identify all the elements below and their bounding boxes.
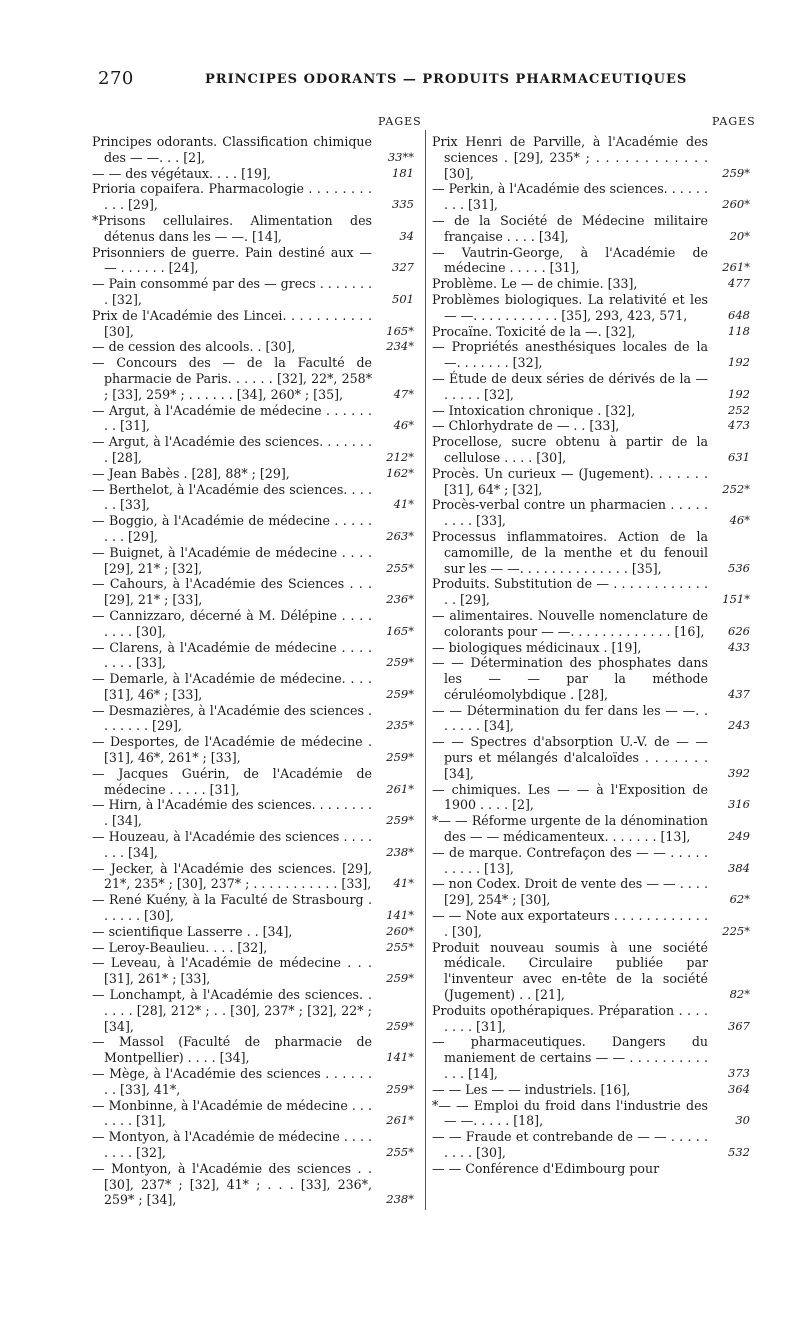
index-entry <box>432 292 750 324</box>
index-entry <box>432 1082 750 1098</box>
index-entry-text: — Boggio, à l'Académie de médecine . . . . . . . . [29], <box>92 513 377 544</box>
index-entry-page: 263* <box>386 528 414 543</box>
index-entry <box>432 1003 750 1035</box>
index-entry <box>92 766 414 798</box>
index-entry-page: 151* <box>722 592 750 607</box>
index-entry-text: Problèmes biologiques. La relativité et les — —. . . . . . . . . . . [35], 293, 423, 571, <box>432 291 713 323</box>
index-entry <box>432 1129 750 1161</box>
index-entry-text: — Argut, à l'Académie des sciences. . . . . . . . [28], <box>92 434 377 465</box>
index-entry-text: — Massol (Faculté de pharmacie de Montpellier) . . . . [34], <box>92 1034 377 1066</box>
index-entry-text: — de la Société de Médecine militaire française . . . . [34], <box>432 212 713 244</box>
index-entry-page: 252 <box>728 402 750 417</box>
index-entry <box>432 134 750 181</box>
index-entry-page: 46* <box>393 418 414 433</box>
index-entry-page: 252* <box>722 481 750 496</box>
index-entry-text: Prix de l'Académie des Lincei. . . . . . . . . . . [30], <box>92 307 377 339</box>
index-entry-page: 234* <box>386 339 414 354</box>
index-entry <box>92 955 414 987</box>
index-entry-page: 260* <box>386 923 414 938</box>
index-entry-page: 62* <box>729 892 750 907</box>
index-entry-page: 648 <box>728 307 750 322</box>
index-entry-text: — non Codex. Droit de vente des — — . . . . [29], 254* ; [30], <box>432 876 713 908</box>
index-entry <box>92 892 414 924</box>
index-entry <box>92 245 414 277</box>
index-entry-text: — — Spectres d'absorption U.-V. de — — purs et mélangés d'alcaloïdes . . . . . . . [34], <box>432 734 713 781</box>
index-entry <box>92 276 414 308</box>
index-entry <box>92 545 414 577</box>
index-entry <box>432 276 750 292</box>
index-entry-page: 255* <box>386 1145 414 1159</box>
index-entry-page: 225* <box>722 923 750 938</box>
index-entry <box>92 671 414 703</box>
index-entry <box>92 134 414 166</box>
index-entry-text: — biologiques médicinaux . [19], <box>432 639 642 655</box>
index-entry-page: 255* <box>386 939 414 954</box>
index-entry-text: — — des végétaux. . . . [19], <box>92 165 271 181</box>
left-index-column <box>92 134 414 1208</box>
index-entry <box>432 403 750 419</box>
index-entry <box>432 181 750 213</box>
index-entry-text: Procaïne. Toxicité de la —. [32], <box>432 323 636 339</box>
index-entry-page: 33** <box>387 149 414 164</box>
index-entry-text: — Étude de deux séries de dérivés de la — . . . . . [32], <box>432 370 713 402</box>
index-entry-page: 260* <box>722 197 750 212</box>
index-entry-text: — Jean Babès . [28], 88* ; [29], <box>92 465 290 481</box>
index-entry-page: 536 <box>728 560 750 575</box>
index-entry-page: 141* <box>386 908 414 923</box>
index-entry <box>92 924 414 940</box>
index-entry-page: 20* <box>729 228 750 243</box>
index-entry-page: 46* <box>729 513 750 528</box>
pages-column-heading-right: PAGES <box>712 115 756 128</box>
index-entry <box>432 213 750 245</box>
index-entry <box>432 640 750 656</box>
index-entry <box>432 324 750 340</box>
index-entry <box>432 245 750 277</box>
index-entry <box>92 703 414 735</box>
index-entry-text: — Chlorhydrate de — . . [33], <box>432 418 620 434</box>
index-entry-text: — alimentaires. Nouvelle nomenclature de colorants pour — —. . . . . . . . . . . . . [16], <box>432 607 713 639</box>
index-entry <box>92 1161 414 1208</box>
index-entry-text: — Hirn, à l'Académie des sciences. . . . . . . . . [34], <box>92 797 377 829</box>
index-entry-text: — Leveau, à l'Académie de médecine . . . [31], 261* ; [33], <box>92 955 377 987</box>
index-entry-text: — Jecker, à l'Académie des sciences. [29], 21*, 235* ; [30], 237* ; . . . . . . . . . . . [33], <box>92 860 377 892</box>
index-entry-page: 335 <box>392 197 414 212</box>
index-entry-text: *— — Réforme urgente de la dénomination des — — médicamenteux. . . . . . . [13], <box>432 813 713 845</box>
index-entry-page: 373 <box>728 1066 750 1081</box>
index-entry-text: — Montyon, à l'Académie de médecine . . . . . . . . [32], <box>92 1129 377 1160</box>
index-entry <box>432 1098 750 1130</box>
index-entry-page: 384 <box>728 860 750 875</box>
index-entry-page: 238* <box>386 844 414 859</box>
index-entry-text: — Monbinne, à l'Académie de médecine . . . . . . . [31], <box>92 1097 377 1129</box>
index-entry <box>432 529 750 576</box>
index-entry <box>92 403 414 435</box>
index-entry <box>432 876 750 908</box>
index-entry-page: 34 <box>399 228 414 243</box>
index-entry <box>432 940 750 1003</box>
index-entry-page: 192 <box>728 355 750 370</box>
index-entry-page: 41* <box>393 876 414 891</box>
index-entry <box>92 166 414 182</box>
index-entry <box>92 213 414 245</box>
index-entry <box>432 734 750 781</box>
column-divider <box>425 130 426 1210</box>
index-entry-text: — Cahours, à l'Académie des Sciences . . . [29], 21* ; [33], <box>92 576 377 608</box>
index-entry-page: 259* <box>386 1018 414 1033</box>
index-entry-page: 162* <box>386 465 414 480</box>
index-entry-text: — — Conférence d'Edimbourg pour <box>432 1160 660 1176</box>
index-entry-text: — pharmaceutiques. Dangers du maniement de certains — — . . . . . . . . . . . . . [14], <box>432 1034 713 1082</box>
index-entry-text: — — Les — — industriels. [16], <box>432 1081 631 1097</box>
index-entry <box>92 640 414 672</box>
index-entry <box>92 797 414 829</box>
index-entry-text: Produits opothérapiques. Préparation . . . . . . . . [31], <box>432 1002 713 1034</box>
index-entry <box>92 861 414 893</box>
index-entry-text: — Perkin, à l'Académie des sciences. . . . . . . . . [31], <box>432 181 713 213</box>
pages-column-heading-left: PAGES <box>378 115 422 128</box>
index-entry-page: 181 <box>392 165 414 180</box>
index-entry-page: 392 <box>728 765 750 780</box>
index-entry-page: 259* <box>386 971 414 986</box>
index-entry <box>432 703 750 735</box>
running-title: PRINCIPES ODORANTS — PRODUITS PHARMACEUTIQUES <box>205 72 688 87</box>
index-entry-text: — Houzeau, à l'Académie des sciences . . . . . . . [34], <box>92 829 377 860</box>
index-entry-text: — chimiques. Les — — à l'Exposition de 1900 . . . . [2], <box>432 781 713 813</box>
index-entry-text: — — Fraude et contrebande de — — . . . . . . . . . [30], <box>432 1129 713 1160</box>
index-entry-text: — scientifique Lasserre . . [34], <box>92 923 293 939</box>
index-entry <box>92 1066 414 1098</box>
index-entry <box>432 608 750 640</box>
index-entry <box>432 497 750 529</box>
index-entry <box>92 829 414 861</box>
index-entry-page: 259* <box>722 165 750 180</box>
index-entry-page: 259* <box>386 750 414 765</box>
index-entry-page: 259* <box>386 813 414 828</box>
index-entry <box>432 1161 750 1177</box>
index-entry-text: — Intoxication chronique . [32], <box>432 402 636 418</box>
index-entry <box>92 940 414 956</box>
index-entry-text: *Prisons cellulaires. Alimentation des détenus dans les — —. [14], <box>92 212 377 244</box>
index-entry-page: 165* <box>386 323 414 338</box>
index-entry-page: 626 <box>728 623 750 638</box>
index-entry-text: — Cannizzaro, décerné à M. Délépine . . . . . . . . [30], <box>92 607 377 639</box>
index-entry-page: 255* <box>386 560 414 575</box>
index-entry-page: 437 <box>728 686 750 701</box>
index-entry-text: — Concours des — de la Faculté de pharmacie de Paris. . . . . . [32], 22*, 258* ; [33], 259* ; . . . . . . [34], 260* ; [35], <box>92 355 377 402</box>
index-entry-page: 192 <box>728 386 750 401</box>
index-entry <box>92 308 414 340</box>
index-entry-text: — Demarle, à l'Académie de médecine. . . . [31], 46* ; [33], <box>92 671 377 702</box>
index-entry <box>432 908 750 940</box>
index-entry-text: Problème. Le — de chimie. [33], <box>432 276 638 292</box>
index-entry-text: — Pain consommé par des — grecs . . . . . . . . [32], <box>92 276 377 307</box>
index-entry <box>92 1034 414 1066</box>
index-entry-page: 259* <box>386 1081 414 1096</box>
index-entry-page: 261* <box>722 260 750 275</box>
index-entry <box>432 466 750 498</box>
index-entry <box>432 813 750 845</box>
index-entry-page: 118 <box>728 323 750 338</box>
index-entry-page: 631 <box>728 449 750 464</box>
index-entry <box>92 513 414 545</box>
index-entry-page: 327 <box>392 260 414 275</box>
index-entry-page: 30 <box>735 1113 750 1128</box>
index-entry-text: — — Détermination des phosphates dans les — — par la méthode céruléomolybdique . [28], <box>432 655 713 702</box>
index-entry-text: — Argut, à l'Académie de médecine . . . . . . . . [31], <box>92 402 377 434</box>
index-entry-text: — Desmazières, à l'Académie des sciences . . . . . . . [29], <box>92 702 377 734</box>
index-entry-text: Procellose, sucre obtenu à partir de la cellulose . . . . [30], <box>432 434 713 465</box>
index-entry <box>432 845 750 877</box>
index-entry <box>432 1034 750 1081</box>
index-entry <box>92 434 414 466</box>
index-entry-text: Procès-verbal contre un pharmacien . . . . . . . . . [33], <box>432 497 713 529</box>
index-entry <box>92 1129 414 1161</box>
index-entry-text: — Buignet, à l'Académie de médecine . . . . [29], 21* ; [32], <box>92 544 377 576</box>
index-entry <box>432 434 750 466</box>
index-entry-text: Produit nouveau soumis à une société médicale. Circulaire publiée par l'inventeur avec en-tête de la société (Jugement) . . [21], <box>432 939 713 1003</box>
index-entry-page: 82* <box>729 987 750 1002</box>
page-number: 270 <box>98 68 134 89</box>
index-entry-text: Processus inflammatoires. Action de la camomille, de la menthe et du fenouil sur les — —. . . . . . . . . . . . . . [35], <box>432 528 713 576</box>
index-entry-page: 261* <box>386 1113 414 1128</box>
index-entry <box>92 466 414 482</box>
index-entry-page: 259* <box>386 686 414 701</box>
index-entry-text: — Montyon, à l'Académie des sciences . . [30], 237* ; [32], 41* ; . . . [33], 236*, 259* ; [34], <box>92 1160 377 1208</box>
index-entry-text: — Jacques Guérin, de l'Académie de médecine . . . . . [31], <box>92 765 377 797</box>
index-entry-page: 236* <box>386 592 414 607</box>
index-entry-page: 243 <box>728 718 750 733</box>
index-entry <box>92 734 414 766</box>
index-entry-text: Prisonniers de guerre. Pain destiné aux — — . . . . . . [24], <box>92 244 377 276</box>
index-entry-page: 532 <box>728 1145 750 1159</box>
index-entry-text: — de marque. Contrefaçon des — — . . . . . . . . . . [13], <box>432 844 713 876</box>
index-entry-text: — Berthelot, à l'Académie des sciences. . . . . . [33], <box>92 481 377 513</box>
index-entry-page: 501 <box>392 291 414 306</box>
index-entry-page: 165* <box>386 623 414 638</box>
index-entry-text: — Clarens, à l'Académie de médecine . . . . . . . . [33], <box>92 639 377 671</box>
index-entry <box>92 1098 414 1130</box>
index-entry-text: — Desportes, de l'Académie de médecine . [31], 46*, 261* ; [33], <box>92 734 377 766</box>
index-entry-text: Principes odorants. Classification chimique des — —. . . [2], <box>92 134 377 165</box>
index-entry <box>432 371 750 403</box>
index-entry-page: 238* <box>386 1192 414 1207</box>
index-entry <box>92 181 414 213</box>
index-entry-page: 473 <box>728 418 750 433</box>
index-entry-text: *— — Emploi du froid dans l'industrie des — —. . . . . [18], <box>432 1097 713 1129</box>
index-entry-text: Procès. Un curieux — (Jugement). . . . . . . [31], 64* ; [32], <box>432 465 713 497</box>
index-entry-page: 41* <box>393 497 414 512</box>
index-entry-page: 141* <box>386 1050 414 1065</box>
index-entry <box>92 987 414 1034</box>
index-entry <box>432 782 750 814</box>
index-entry-page: 261* <box>386 781 414 796</box>
index-entry-text: — Leroy-Beaulieu. . . . [32], <box>92 939 268 955</box>
index-entry-text: Prioria copaifera. Pharmacologie . . . . . . . . . . . [29], <box>92 181 377 213</box>
index-entry-page: 433 <box>728 639 750 654</box>
index-entry <box>432 418 750 434</box>
index-entry-page: 212* <box>386 449 414 464</box>
index-entry-text: Prix Henri de Parville, à l'Académie des sciences . [29], 235* ; . . . . . . . . . . . . [30], <box>432 134 713 181</box>
index-entry <box>92 482 414 514</box>
index-entry <box>92 576 414 608</box>
index-entry-text: — — Note aux exportateurs . . . . . . . . . . . . . [30], <box>432 908 713 939</box>
index-entry-text: — Propriétés anesthésiques locales de la —. . . . . . . [32], <box>432 339 713 371</box>
index-entry-page: 235* <box>386 718 414 733</box>
index-entry-page: 367 <box>728 1018 750 1033</box>
index-entry-page: 259* <box>386 655 414 670</box>
right-index-column <box>432 134 750 1177</box>
index-entry <box>92 339 414 355</box>
index-entry-text: Produits. Substitution de — . . . . . . . . . . . . . . [29], <box>432 576 713 608</box>
index-entry <box>432 339 750 371</box>
index-entry-page: 477 <box>728 276 750 291</box>
index-entry-page: 47* <box>393 386 414 401</box>
index-entry-text: — Vautrin-George, à l'Académie de médecine . . . . . [31], <box>432 244 713 276</box>
index-entry-page: 364 <box>728 1081 750 1096</box>
index-entry-text: — de cession des alcools. . [30], <box>92 339 296 355</box>
index-entry-text: — René Kuény, à la Faculté de Strasbourg . . . . . . [30], <box>92 892 377 924</box>
index-entry <box>92 608 414 640</box>
index-entry-page: 249 <box>728 829 750 844</box>
index-entry-text: — Mège, à l'Académie des sciences . . . . . . . . [33], 41*, <box>92 1066 377 1097</box>
index-entry-text: — — Détermination du fer dans les — —. . . . . . . [34], <box>432 702 713 734</box>
index-entry-page: 316 <box>728 797 750 812</box>
index-entry <box>432 655 750 702</box>
index-entry-text: — Lonchampt, à l'Académie des sciences. . . . . . [28], 212* ; . . [30], 237* ; [32], 22* ; [34], <box>92 987 377 1034</box>
index-entry <box>432 576 750 608</box>
index-entry <box>92 355 414 402</box>
